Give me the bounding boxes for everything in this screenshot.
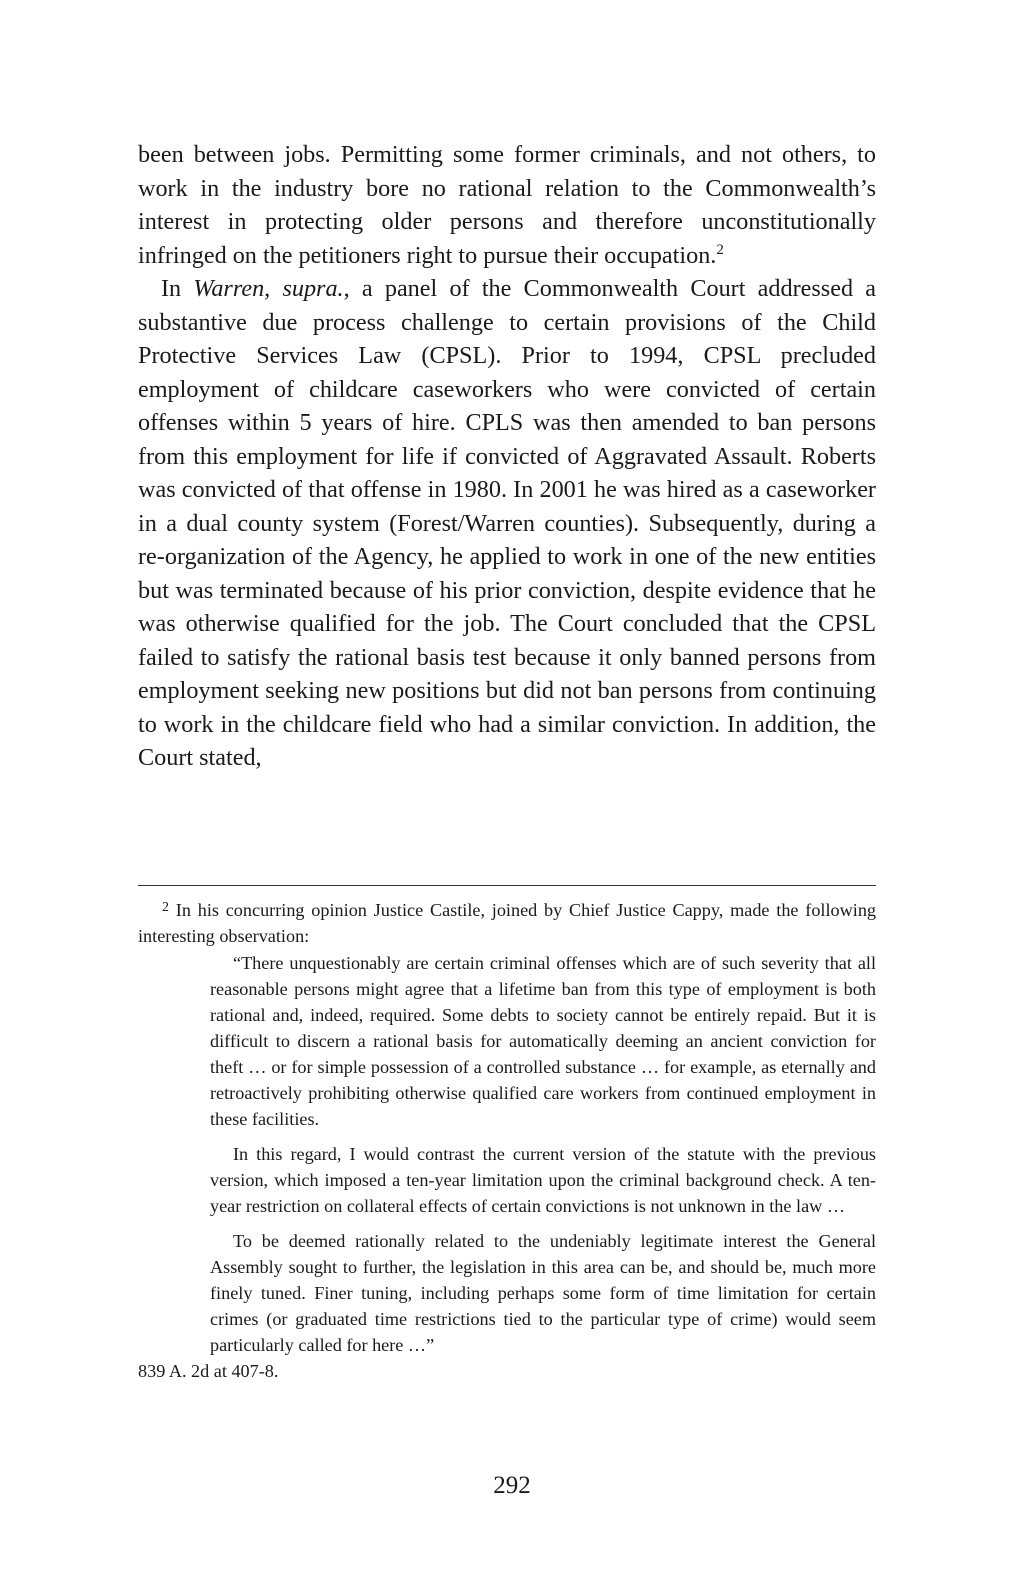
- quote-paragraph-1: “There unquestionably are certain criminal offenses which are of such severity that all reasonable persons might agree that a lifetime ban from this type of employment is both rational and, indeed, required. Some debts to society cannot be entirely repaid. But it is difficult to discern a rational basis for automatically deeming an ancient conviction for theft … or for simple possession of a controlled substance … for example, as eternally and retroactively prohibiting otherwise qualified care workers from continued employment in these facilities.: [210, 953, 876, 1129]
- footnote-mark: 2: [162, 900, 169, 915]
- paragraph-1: been between jobs. Permitting some former criminals, and not others, to work in the industry bore no rational relation to the Commonwealth’s interest in protecting older persons and therefore unconstitutionally infringed on the petitioners right to pursue their occupation.$^2$: [138, 141, 876, 269]
- quote-paragraph-2: In this regard, I would contrast the current version of the statute with the previous version, which imposed a ten-year limitation upon the criminal background check. A ten-year restriction on collateral effects of certain convictions is not unknown in the law …: [210, 1144, 876, 1216]
- footnote-reference[interactable]: 2: [716, 241, 724, 258]
- quote-paragraph-3: To be deemed rationally related to the undeniably legitimate interest the General Assembly sought to further, the legislation in this area can be, and should be, much more finely tuned. Finer tuning, including perhaps some form of time limitation for certain crimes (or graduated time restrictions tied to the particular type of crime) would seem particularly called for here …”: [210, 1231, 876, 1355]
- footnote-separator: [138, 885, 876, 886]
- page-number: 292: [493, 1472, 531, 1499]
- footnote-citation: 839 A. 2d at 407-8.: [138, 1361, 279, 1381]
- footnote-section: [138, 897, 876, 1384]
- main-text: [138, 138, 876, 775]
- footnote-block-quote: [210, 950, 876, 1358]
- case-name: Warren, supra.: [193, 275, 344, 302]
- footnote-intro: $^2$ In his concurring opinion Justice Castile, joined by Chief Justice Cappy, made the following interesting observation:: [138, 900, 877, 946]
- paragraph-2: In Warren, supra., a panel of the Commonwealth Court addressed a substantive due process challenge to certain provisions of the Child Protective Services Law (CPSL). Prior to 1994, CPSL precluded employment of childcare caseworkers who were convicted of certain offenses within 5 years of hire. CPLS was then amended to ban persons from this employment for life if convicted of Aggravated Assault. Roberts was convicted of that offense in 1980. In 2001 he was hired as a caseworker in a dual county system (Forest/Warren counties). Subsequently, during a re-organization of the Agency, he applied to work in one of the new entities but was terminated because of his prior conviction, despite evidence that he was otherwise qualified for the job. The Court concluded that the CPSL failed to satisfy the rational basis test because it only banned persons from employment seeking new positions but did not ban persons from continuing to work in the childcare field who had a similar conviction. In addition, the Court stated,: [138, 275, 877, 771]
